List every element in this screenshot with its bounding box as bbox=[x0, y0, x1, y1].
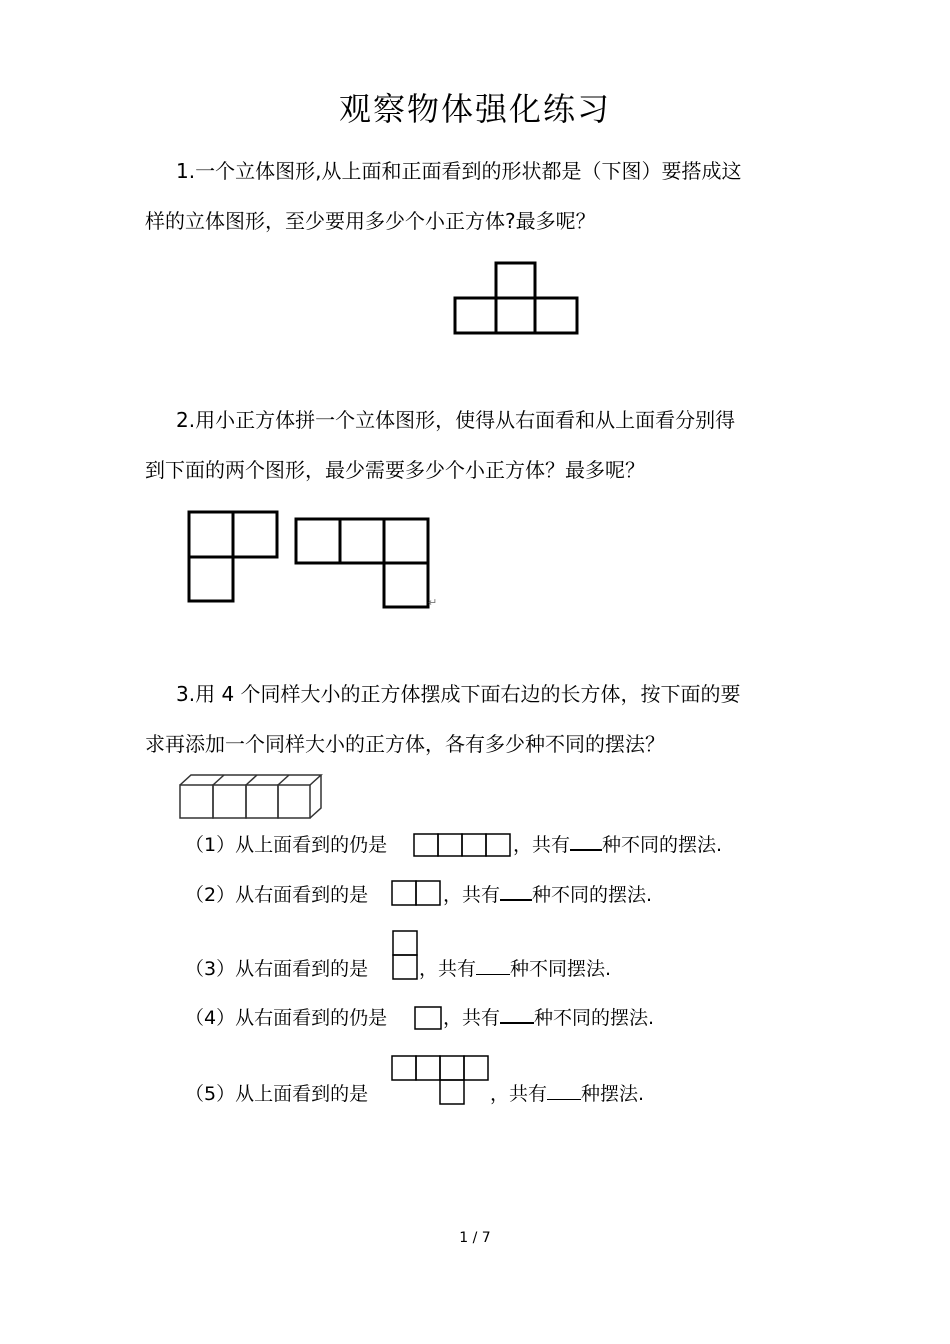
q3-item-3-mid: ，共有 bbox=[419, 958, 477, 980]
q3-item-2-tail: 种不同的摆法. bbox=[532, 884, 653, 906]
q3-item-4-label: （4）从右面看到的仍是 bbox=[185, 1007, 388, 1029]
q3-item-2-figure bbox=[391, 880, 443, 907]
q1-square-left bbox=[455, 298, 496, 333]
q3-item-5-figure bbox=[391, 1055, 491, 1107]
q1-line1: 1.一个立体图形,从上面和正面看到的形状都是（下图）要搭成这 bbox=[176, 159, 742, 183]
q3-item-1-blank[interactable] bbox=[570, 831, 602, 851]
q1-figure bbox=[453, 261, 580, 335]
q1-square-right bbox=[535, 298, 577, 333]
q3-item-4-blank[interactable] bbox=[500, 1004, 534, 1024]
q3-item-3 bbox=[185, 955, 368, 983]
q3-item-5-answer bbox=[490, 1080, 644, 1108]
q3-line1: 3.用 4 个同样大小的正方体摆成下面右边的长方体，按下面的要 bbox=[176, 682, 741, 706]
q1-square-middle bbox=[496, 298, 535, 333]
q3-item-4-answer bbox=[443, 1004, 654, 1032]
q2-line2: 到下面的两个图形，最少需要多少个小正方体？最多呢？ bbox=[145, 458, 645, 482]
q3-item-5-tail: 种摆法. bbox=[581, 1083, 645, 1105]
q3-item-2-label: （2）从右面看到的是 bbox=[185, 884, 369, 906]
q3-item-1-mid: ，共有 bbox=[513, 834, 571, 856]
q3-item-3-figure bbox=[392, 930, 420, 982]
q3-item-5 bbox=[185, 1080, 368, 1108]
q3-item-2-answer bbox=[443, 881, 652, 909]
q3-cuboid-figure bbox=[179, 773, 324, 821]
q3-item-3-label: （3）从右面看到的是 bbox=[185, 958, 369, 980]
q3-item-5-label: （5）从上面看到的是 bbox=[185, 1083, 369, 1105]
q1-square-top bbox=[496, 263, 535, 298]
q3-item-3-answer bbox=[419, 955, 611, 983]
q3-item-3-tail: 种不同摆法. bbox=[510, 958, 612, 980]
q3-item-3-blank[interactable] bbox=[476, 956, 510, 975]
paragraph-return-mark: ↵ bbox=[428, 596, 438, 609]
q3-item-1-figure bbox=[413, 833, 513, 858]
q3-item-2-mid: ，共有 bbox=[443, 884, 501, 906]
q3-item-4-figure bbox=[414, 1006, 444, 1032]
q3-item-4-mid: ，共有 bbox=[443, 1007, 501, 1029]
page-number: 1 / 7 bbox=[459, 1230, 491, 1246]
page-title: 观察物体强化练习 bbox=[338, 90, 611, 128]
q3-item-5-mid: ，共有 bbox=[490, 1083, 548, 1105]
q2-right-view-figure bbox=[187, 510, 279, 604]
q2-top-view-figure bbox=[294, 517, 430, 610]
q3-item-1-tail: 种不同的摆法. bbox=[602, 834, 723, 856]
q3-item-5-blank[interactable] bbox=[547, 1081, 581, 1100]
q3-item-1-answer bbox=[513, 831, 722, 859]
q1-line2: 样的立体图形，至少要用多少个小正方体?最多呢？ bbox=[145, 209, 596, 233]
q3-item-4-tail: 种不同的摆法. bbox=[534, 1007, 655, 1029]
q3-item-2 bbox=[185, 881, 368, 909]
q3-item-1-label: （1）从上面看到的仍是 bbox=[185, 834, 388, 856]
q3-line2: 求再添加一个同样大小的正方体，各有多少种不同的摆法？ bbox=[145, 732, 665, 756]
q3-item-2-blank[interactable] bbox=[500, 881, 532, 901]
q3-item-4 bbox=[185, 1004, 387, 1032]
q3-item-1 bbox=[185, 831, 387, 859]
q2-line1: 2.用小正方体拼一个立体图形，使得从右面看和从上面看分别得 bbox=[176, 408, 736, 432]
